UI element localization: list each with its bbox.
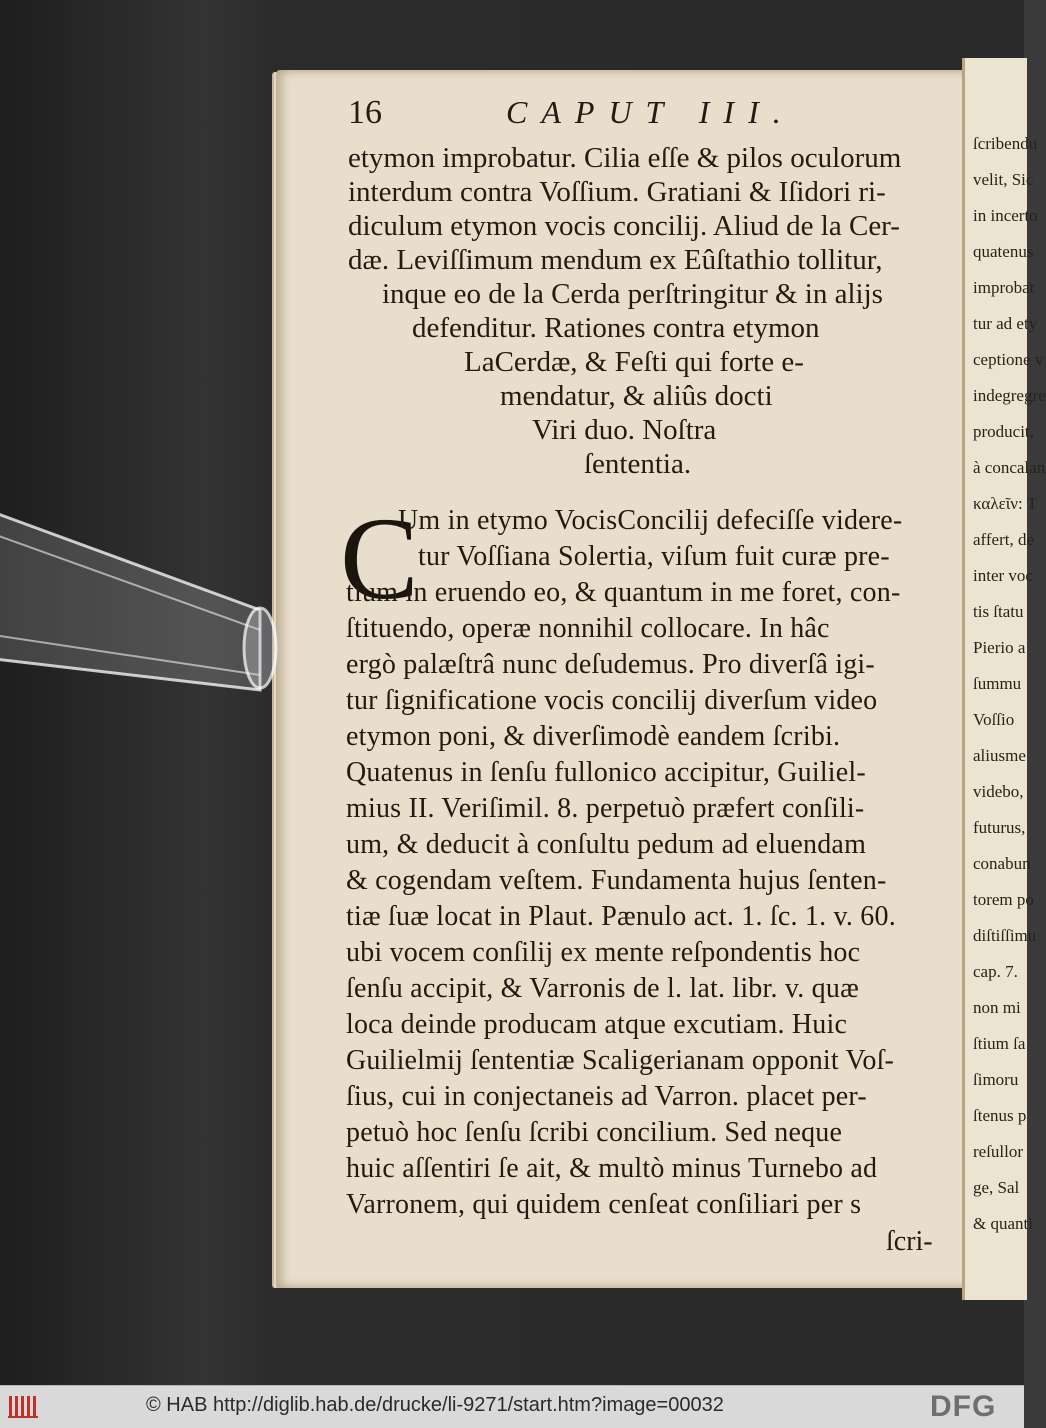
fragment-line: aliusme (973, 746, 1026, 765)
fragment-line: Voſſio (973, 710, 1015, 729)
footer-bar (0, 1385, 1024, 1428)
fragment-line: velit, Sic (973, 170, 1034, 189)
summary-line: inque eo de la Cerda perſtringitur & in alijs (382, 278, 883, 310)
library-logo-icon (8, 1392, 42, 1420)
body-line: ergò palæſtrâ nunc deſudemus. Pro diverſâ igi- (346, 649, 875, 680)
fragment-line: à concalan (973, 458, 1046, 477)
body-line: ubi vocem conſilij ex mente reſpondentis hoc (346, 937, 861, 968)
body-line: Um in etymo VocisConcilij defeciſſe videre- (398, 505, 903, 536)
catchword: ſcri- (886, 1226, 933, 1257)
fragment-line: futurus, (973, 818, 1026, 837)
body-line: ſtituendo, operæ nonnihil collocare. In hâc (346, 613, 830, 644)
fragment-line: conabun (973, 854, 1031, 873)
fragment-line: ſummu (973, 674, 1022, 693)
body-line: tium in eruendo eo, & quantum in me foret, con- (346, 577, 901, 608)
body-line: loca deinde producam atque excutiam. Huic (346, 1009, 848, 1040)
fragment-line: Pierio a (973, 638, 1026, 657)
summary-line: ſententia. (584, 448, 692, 480)
body-line: & cogendam veſtem. Fundamenta hujus ſenten- (346, 865, 887, 896)
body-line: petuò hoc ſenſu ſcribi concilium. Sed neque (346, 1117, 843, 1148)
fragment-line: torem po (973, 890, 1034, 909)
running-head (300, 92, 940, 136)
body-line: tiæ ſuæ locat in Plaut. Pænulo act. 1. ſc. 1. v. 60. (346, 901, 896, 932)
summary-line: dæ. Leviſſimum mendum ex Eûſtathio tollitur, (348, 244, 883, 276)
fragment-line: inter voc (973, 566, 1033, 585)
body-line: ſius, cui in conjectaneis ad Varron. placet per- (346, 1081, 867, 1112)
fragment-line: diſtiſſimu (973, 926, 1037, 945)
fragment-line: in incerto (973, 206, 1038, 225)
fragment-line: reſullor (973, 1142, 1024, 1161)
body-line: Guilielmij ſententiæ Scaligerianam opponit Voſ- (346, 1045, 895, 1076)
dfg-logo: DFG (930, 1390, 997, 1423)
fragment-line: ceptione v (973, 350, 1044, 369)
fragment-line: producit, (973, 422, 1034, 441)
summary-line: etymon improbatur. Cilia eſſe & pilos oculorum (348, 142, 902, 174)
body-line: um, & deducit à conſultu pedum ad eluendam (346, 829, 867, 860)
page-number: 16 (348, 94, 382, 131)
chapter-title: CAPUT III. (506, 94, 795, 130)
fragment-line: ſcribendu (973, 134, 1038, 153)
fragment-line: καλεῖν: T (973, 494, 1038, 513)
body-line: Quatenus in ſenſu fullonico accipitur, Guiliel- (346, 757, 866, 788)
fragment-line: quatenus (973, 242, 1034, 261)
fragment-line: ge, Sal (973, 1178, 1020, 1197)
footer-credit-link[interactable]: © HAB http://diglib.hab.de/drucke/li-9271/start.htm?image=00032 (146, 1394, 724, 1416)
body-line: etymon poni, & diverſimodè eandem ſcribi. (346, 721, 841, 752)
body-line: tur Voſſiana Solertia, viſum fuit curæ pre- (418, 541, 890, 572)
fragment-line: & quanti (973, 1214, 1033, 1233)
summary-line: diculum etymon vocis concilij. Aliud de la Cer- (348, 210, 900, 242)
fragment-line: non mi (973, 998, 1021, 1017)
body-line: Varronem, qui quidem cenſeat conſiliari per s (346, 1189, 862, 1220)
fragment-line: cap. 7. (973, 962, 1018, 981)
body-line: huic aſſentiri ſe ait, & multò minus Turnebo ad (346, 1153, 878, 1184)
body-line: mius II. Veriſimil. 8. perpetuò præfert conſili- (346, 793, 865, 824)
summary-line: interdum contra Voſſium. Gratiani & Iſidori ri- (348, 176, 886, 208)
fragment-line: tis ſtatu (973, 602, 1024, 621)
facing-page-fragment (962, 58, 1046, 1300)
drop-cap: C (340, 493, 419, 624)
body-line: tur ſignificatione vocis concilij diverſum video (346, 685, 878, 716)
fragment-line: ſtium ſa (973, 1034, 1026, 1053)
body-line: ſenſu accipit, & Varronis de l. lat. libr. v. quæ (346, 973, 859, 1004)
summary-line: LaCerdæ, & Feſti qui forte e- (464, 346, 804, 378)
summary-line: defenditur. Rationes contra etymon (412, 312, 820, 344)
fragment-line: ſtenus p (973, 1106, 1027, 1125)
fragment-line: tur ad ety (973, 314, 1038, 333)
fragment-line: improbat (973, 278, 1035, 297)
fragment-line: affert, de (973, 530, 1035, 549)
fragment-line: videbo, (973, 782, 1024, 801)
fragment-line: ſimoru (973, 1070, 1019, 1089)
fragment-line: indegregre (973, 386, 1046, 405)
summary-line: mendatur, & aliûs docti (500, 380, 773, 412)
summary-line: Viri duo. Noſtra (532, 414, 717, 446)
